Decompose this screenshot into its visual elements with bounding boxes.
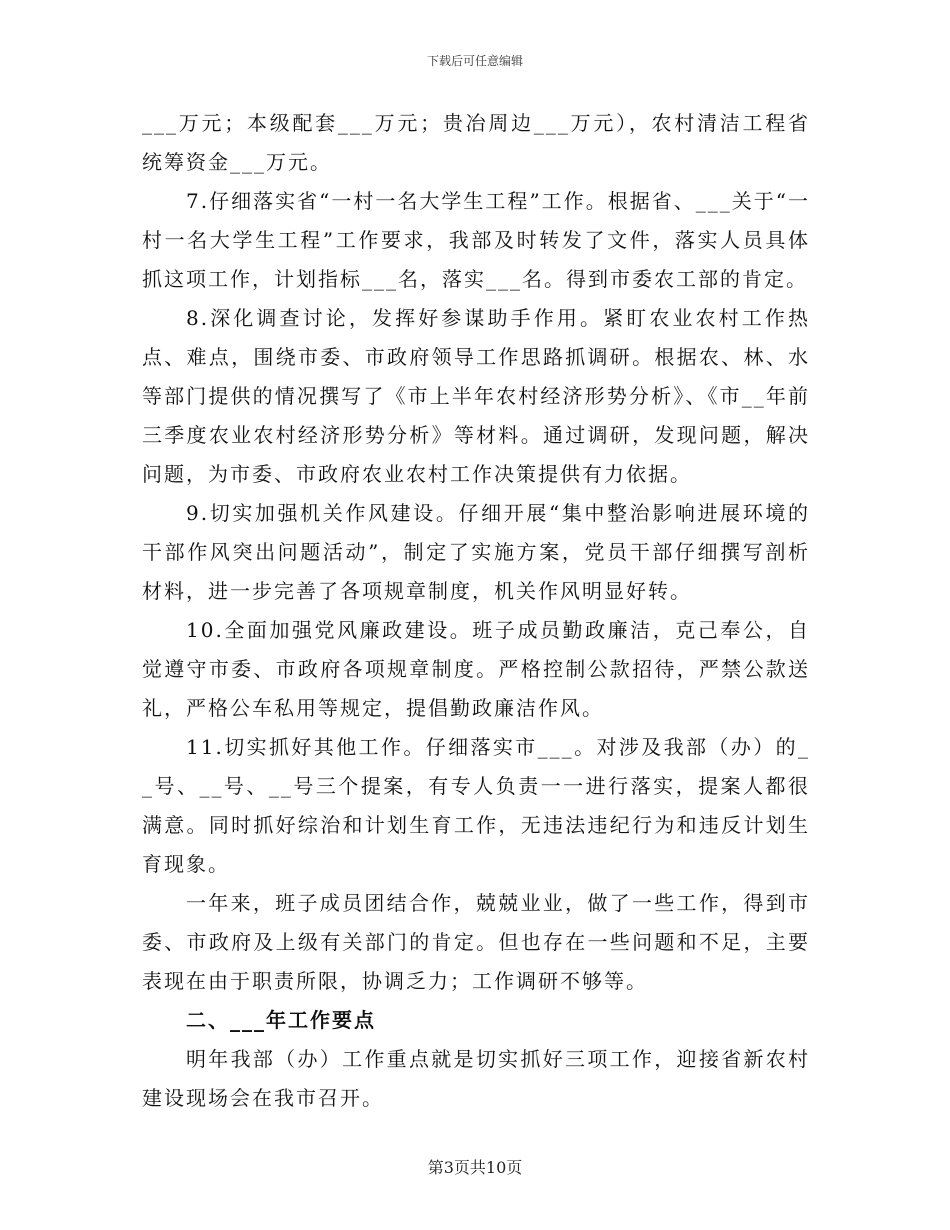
paragraph-item-9: 9.切实加强机关作风建设。仔细开展“集中整治影响进展环境的干部作风突出问题活动”，制定了实施方案，党员干部仔细撰写剖析材料，进一步完善了各项规章制度，机关作风明显好转。: [142, 501, 810, 603]
paragraph-item-10: 10.全面加强党风廉政建设。班子成员勤政廉洁，克己奉公，自觉遵守市委、市政府各项规章制度。严格控制公款招待，严禁公款送礼，严格公车私用等规定，提倡勤政廉洁作风。: [142, 618, 810, 720]
paragraph-item-11: 11.切实抓好其他工作。仔细落实市___。对涉及我部（办）的__号、__号、__号三个提案，有专人负责一一进行落实，提案人都很满意。同时抓好综治和计划生育工作，无违法违纪行为和违反计划生育现象。: [142, 735, 810, 876]
document-body: [142, 104, 810, 1118]
page-header-note: 下载后可任意编辑: [426, 54, 523, 68]
paragraph-summary: 一年来，班子成员团结合作，兢兢业业，做了一些工作，得到市委、市政府及上级有关部门的肯定。但也存在一些问题和不足，主要表现在由于职责所限，协调乏力；工作调研不够等。: [142, 891, 810, 993]
page-number: 第3页共10页: [427, 1158, 523, 1177]
paragraph-funding-continued: ___万元；本级配套___万元；贵冶周边___万元），农村清洁工程省统筹资金___万元。: [142, 111, 810, 174]
section-heading-work-points: 二、___年工作要点: [186, 1008, 376, 1032]
paragraph-item-7: 7.仔细落实省“一村一名大学生工程”工作。根据省、___关于“一村一名大学生工程”工作要求，我部及时转发了文件，落实人员具体抓这项工作，计划指标___名，落实___名。得到市委农工部的肯定。: [142, 189, 810, 291]
paragraph-item-8: 8.深化调查讨论，发挥好参谋助手作用。紧盯农业农村工作热点、难点，围绕市委、市政府领导工作思路抓调研。根据农、林、水等部门提供的情况撰写了《市上半年农村经济形势分析》、《市__年前三季度农业农村经济形势分析》等材料。通过调研，发现问题，解决问题，为市委、市政府农业农村工作决策提供有力依据。: [142, 306, 810, 486]
paragraph-next-year: 明年我部（办）工作重点就是切实抓好三项工作，迎接省新农村建设现场会在我市召开。: [142, 1047, 810, 1110]
